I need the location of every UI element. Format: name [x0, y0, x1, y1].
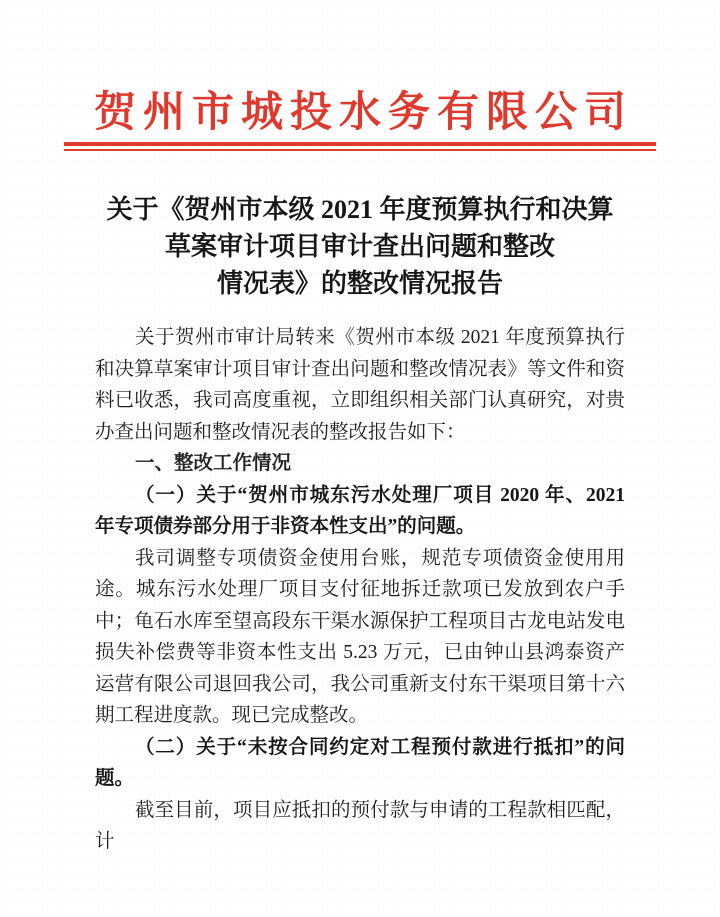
- document-title-line-2: 草案审计项目审计查出问题和整改: [164, 232, 555, 261]
- document-title-line-3: 情况表》的整改情况报告: [216, 269, 503, 298]
- document-body: [95, 322, 625, 858]
- letterhead-divider: [64, 142, 656, 151]
- section-heading-rectification-work: 一、整改工作情况: [134, 452, 291, 474]
- paragraph-rectification-issue-1: 我司调整专项债资金使用台账，规范专项债资金使用用途。城东污水处理厂项目支付征地拆迁款项已发放到农户手中；龟石水库至望高段东干渠水源保护工程项目古龙电站发电损失补偿费等非资本性支出 5.23 万元，已由钟山县鸿泰资产运营有限公司退回我公司，我公司重新支付东干渠项目第十六期工程进度款。现已完成整改。: [95, 547, 625, 726]
- document-title: [40, 191, 680, 302]
- paragraph-rectification-issue-2-truncated: 截至目前，项目应抵扣的预付款与申请的工程款相匹配，计: [95, 799, 625, 852]
- item-heading-issue-1: （一）关于“贺州市城东污水处理厂项目 2020 年、2021 年专项债券部分用于非资本性支出”的问题。: [95, 484, 625, 537]
- letterhead-divider-thin-rule: [64, 149, 656, 151]
- letterhead-company-name: 贺州市城投水务有限公司: [93, 90, 633, 136]
- paragraph-opening: 关于贺州市审计局转来《贺州市本级 2021 年度预算执行和决算草案审计项目审计查出问题和整改情况表》等文件和资料已收悉，我司高度重视，立即组织相关部门认真研究，对贵办查出问题和整改情况表的整改报告如下：: [95, 327, 625, 443]
- document-title-line-1: 关于《贺州市本级 2021 年度预算执行和决算: [106, 195, 614, 224]
- item-heading-issue-2: （二）关于“未按合同约定对工程预付款进行抵扣”的问题。: [95, 736, 625, 789]
- letterhead-divider-thick-rule: [64, 142, 656, 146]
